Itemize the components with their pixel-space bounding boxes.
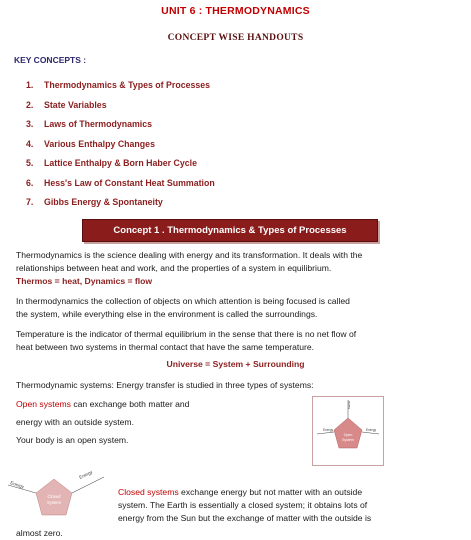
list-item [26, 139, 215, 159]
handouts-title: CONCEPT WISE HANDOUTS [167, 33, 304, 43]
list-item-label: Gibbs Energy & Spontaneity [44, 197, 163, 207]
open-system-figure [312, 396, 384, 466]
list-item-label: Hess's Law of Constant Heat Summation [44, 177, 215, 188]
list-item-label: Laws of Thermodynamics [44, 119, 153, 129]
closed-systems-line [118, 486, 458, 499]
paragraph-line: heat between two systems in thermal contact that have the same temperature. [16, 342, 315, 352]
list-item-label: Various Enthalpy Changes [44, 138, 155, 149]
list-item [26, 100, 215, 120]
paragraph-line: almost zero. [16, 528, 63, 538]
list-item-number: 5. [26, 158, 34, 168]
system-label: System [342, 438, 354, 442]
universe-equation: Universe = System + Surrounding [166, 359, 305, 369]
unit-title: UNIT 6 : THERMODYNAMICS [161, 5, 310, 17]
thermos-definition: Thermos = heat, Dynamics = flow [16, 276, 153, 286]
key-concepts-heading: KEY CONCEPTS : [14, 55, 87, 65]
list-item-number: 6. [26, 177, 34, 188]
paragraph-line: In thermodynamics the collection of objects on which attention is being focused is called [16, 296, 350, 306]
list-item-number: 1. [26, 80, 34, 90]
paragraph-line: Your body is an open system. [16, 435, 129, 445]
open-systems-line [16, 398, 296, 411]
system-label: Closed [47, 494, 61, 499]
key-concepts-list [26, 80, 215, 217]
list-item-label: Lattice Enthalpy & Born Haber Cycle [44, 158, 198, 168]
list-item [26, 80, 215, 100]
closed-systems-term: Closed systems [118, 487, 179, 497]
paragraph-line: the system, while everything else in the environment is called the surroundings. [16, 309, 318, 319]
list-item [26, 119, 215, 139]
closed-systems-text: exchange energy but not matter with an outside [178, 487, 363, 497]
list-item [26, 178, 215, 198]
energy-label: Energy [366, 428, 377, 432]
system-label: Open [343, 433, 353, 437]
paragraph-line: system. The Earth is essentially a closed system; it obtains lots of [118, 500, 368, 510]
energy-label: Energy [9, 480, 25, 490]
paragraph-line: Thermodynamics is the science dealing with energy and its transformation. It deals with the [16, 250, 363, 260]
energy-label: Energy [78, 469, 94, 480]
closed-system-figure [6, 463, 112, 525]
open-systems-term: Open systems [16, 399, 71, 409]
energy-arrow-right [72, 477, 104, 493]
open-systems-text: can exchange both matter and [70, 399, 190, 409]
list-item [26, 197, 215, 217]
list-item-number: 2. [26, 99, 34, 110]
list-item [26, 158, 215, 178]
energy-label: Energy [323, 428, 334, 432]
paragraph-line: Thermodynamic systems: Energy transfer is studied in three types of systems: [16, 380, 314, 390]
paragraph-line: Temperature is the indicator of thermal equilibrium in the sense that there is no net flow of [16, 329, 357, 339]
list-item-number: 4. [26, 138, 34, 149]
paragraph-line: relationships between heat and work, and the properties of a system in equilibrium. [16, 263, 332, 273]
list-item-number: 7. [26, 197, 34, 207]
paragraph-line: energy with an outside system. [16, 417, 134, 427]
list-item-number: 3. [26, 119, 34, 129]
concept-banner: Concept 1 . Thermodynamics & Types of Processes [82, 219, 378, 242]
list-item-label: State Variables [44, 99, 107, 110]
system-label: System [47, 500, 61, 505]
paragraph-line: energy from the Sun but the exchange of matter with the outside is [118, 513, 372, 523]
list-item-label: Thermodynamics & Types of Processes [44, 80, 211, 90]
matter-label: Matter [347, 400, 351, 409]
